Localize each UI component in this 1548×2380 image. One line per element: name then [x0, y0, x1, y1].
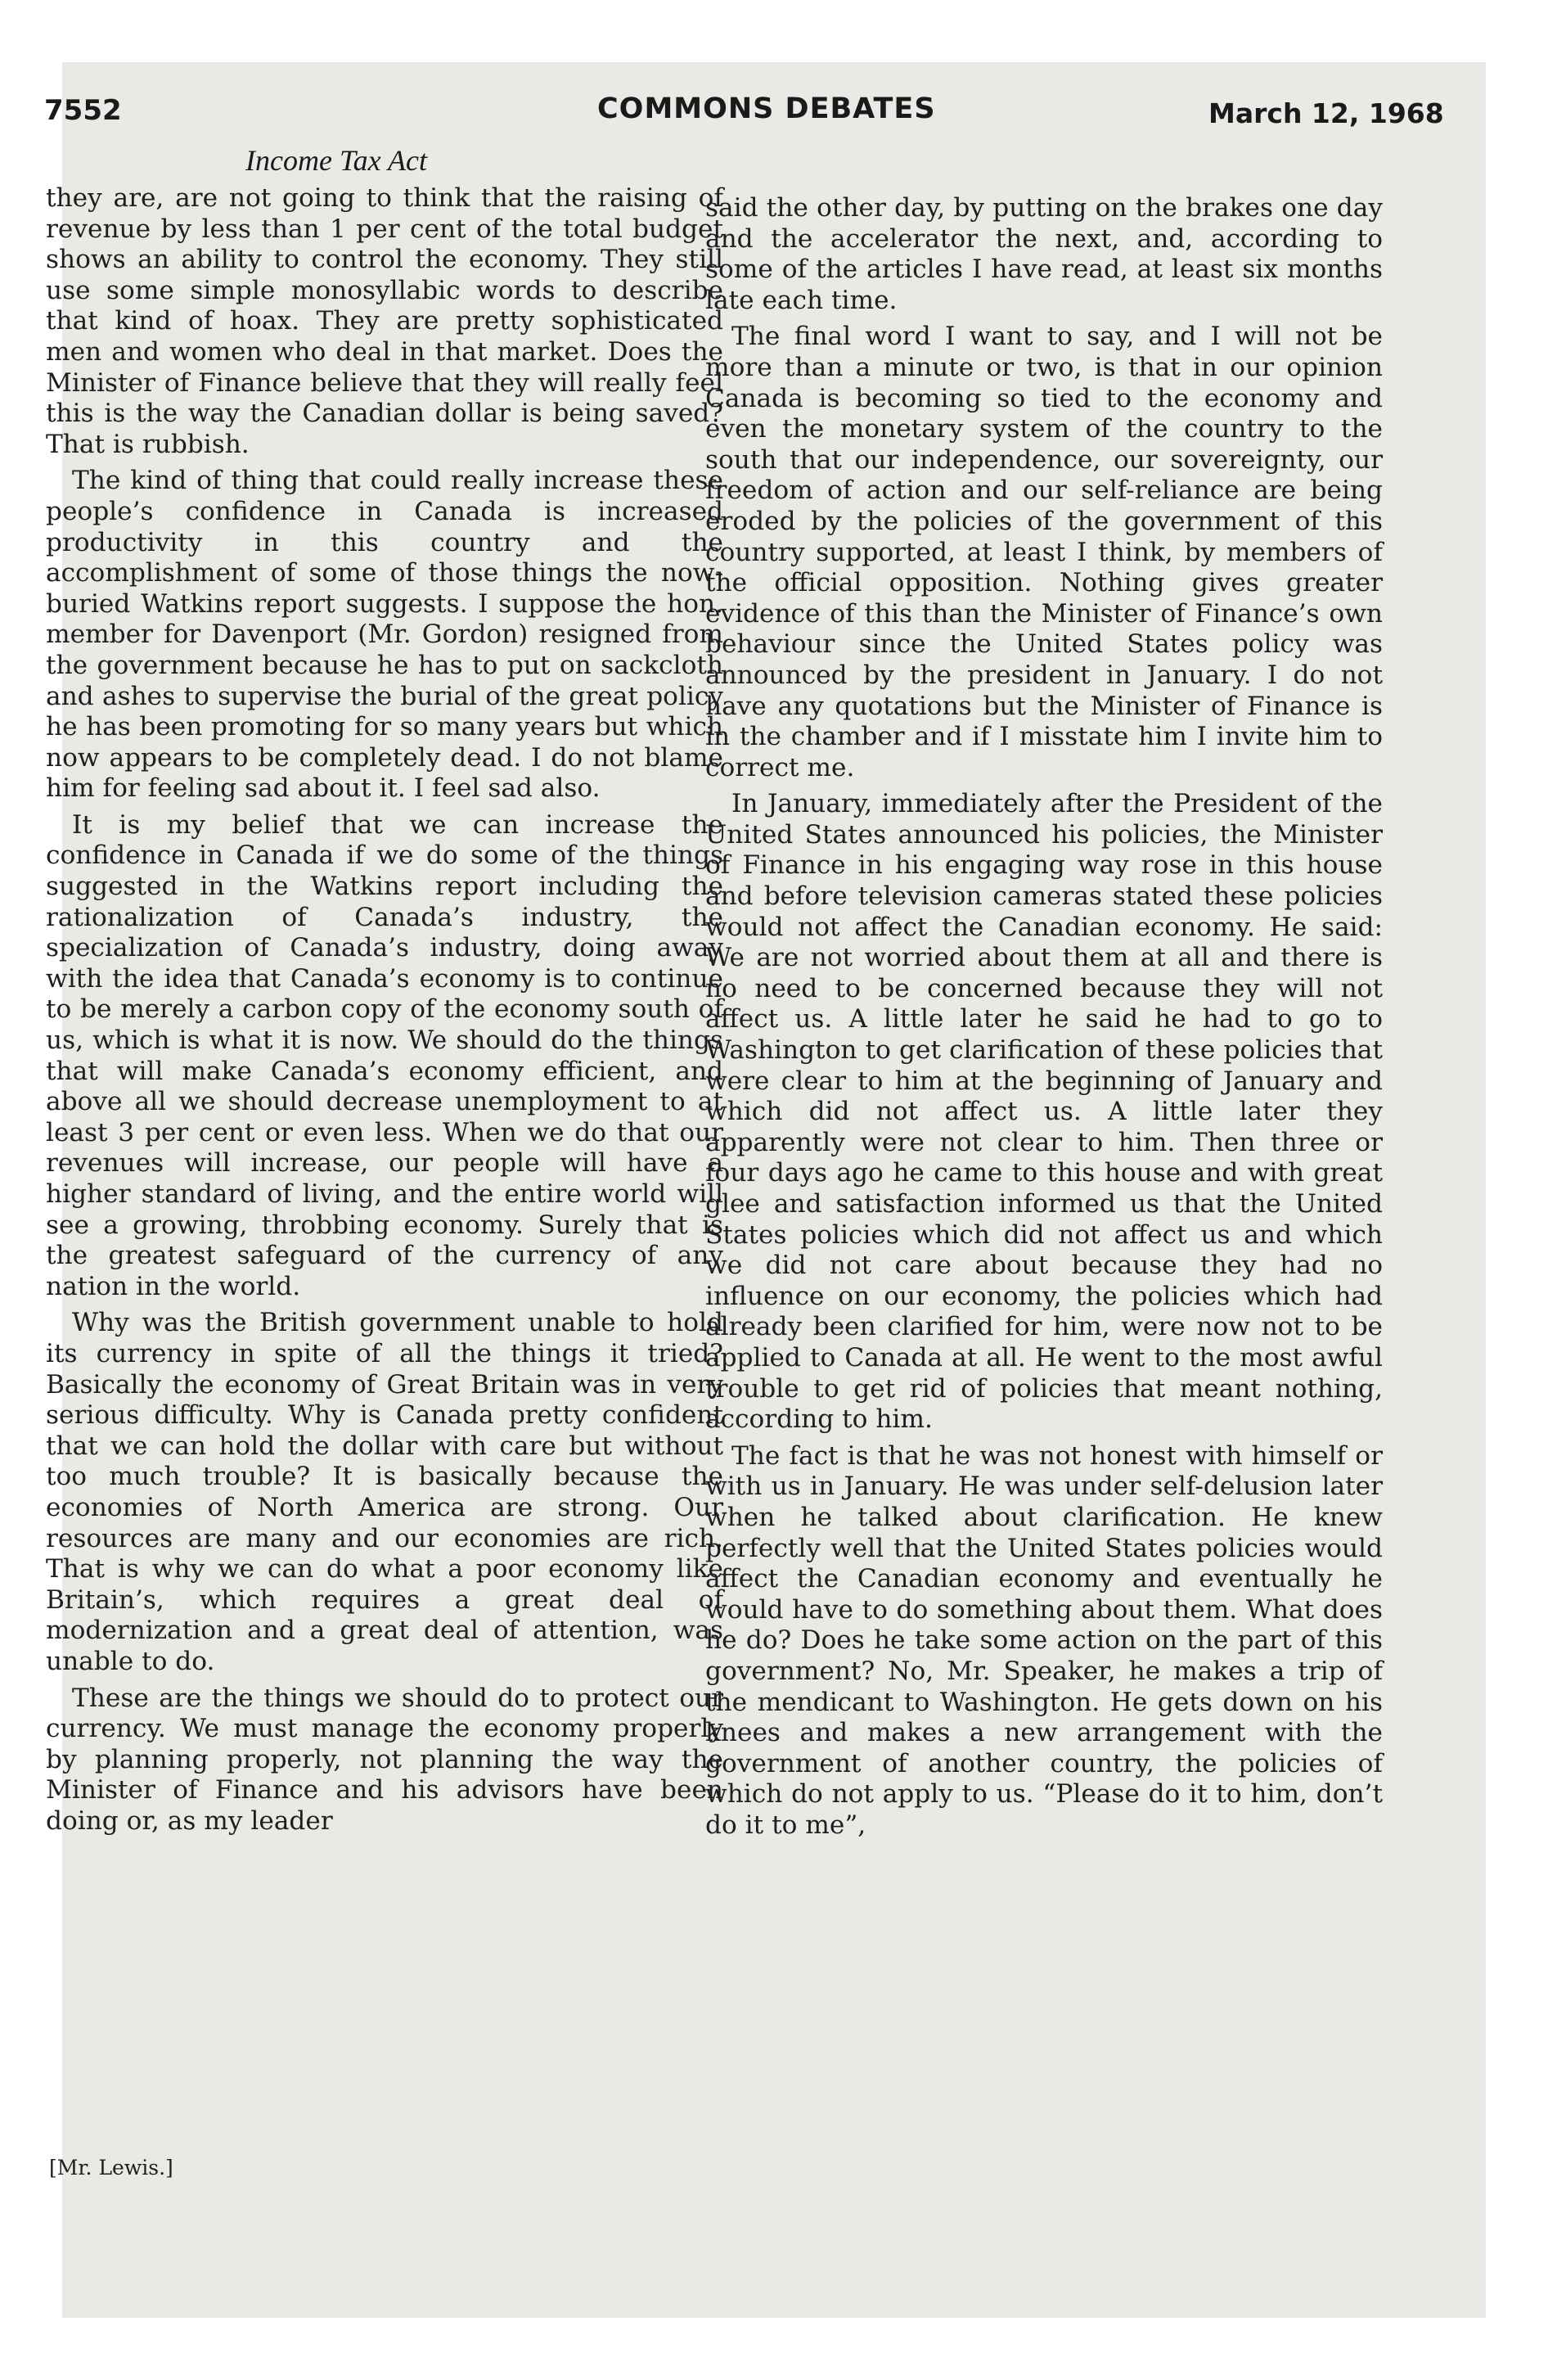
paragraph: The final word I want to say, and I will not be more than a minute or two, is that in our opinion Canada is becoming so tied to the economy and even the monetary system of the country to the south that our independence, our sovereignty, our freedom of action and our self-reliance are being eroded by the policies of the government of this country supported, at least I think, by members of the official opposition. Nothing gives greater evidence of this than the Minister of Finance’s own behaviour since the United States policy was announced by the president in January. I do not have any quotations but the Minister of Finance is in the chamber and if I misstate him I invite him to correct me.	[705, 322, 1383, 782]
publication-date: March 12, 1968	[1208, 97, 1444, 129]
page-number: 7552	[44, 94, 122, 127]
paragraph: The kind of thing that could really increase these people’s confidence in Canada is increased productivity in this country and the accomplishment of some of those things the now-buried Watkins report suggests. I suppose the hon. member for Davenport (Mr. Gordon) resigned from the government because he has to put on sackcloth and ashes to supervise the burial of the great policy he has been promoting for so many years but which now appears to be completely dead. I do not blame him for feeling sad about it. I feel sad also.	[46, 466, 723, 804]
paragraph: The fact is that he was not honest with himself or with us in January. He was under self-delusion later when he talked about clarification. He knew perfectly well that the United States policies would affect the Canadian economy and eventually he would have to do something about them. What does he do? Does he take some action on the part of this government? No, Mr. Speaker, he makes a trip of the mendicant to Washington. He gets down on his knees and makes a new arrangement with the government of another country, the policies of which do not apply to us. “Please do it to him, don’t do it to me”,	[705, 1440, 1383, 1840]
paragraph: In January, immediately after the President of the United States announced his policies, the Minister of Finance in his engaging way rose in this house and before television cameras stated these policies would not affect the Canadian economy. He said: We are not worried about them at all and there is no need to be concerned because they will not affect us. A little later he said he had to go to Washington to get clarification of these policies that were clear to him at the beginning of January and which did not affect us. A little later they apparently were not clear to him. Then three or four days ago he came to this house and with great glee and satisfaction informed us that the United States policies which did not affect us and which we did not care about because they had no influence on our economy, the policies which had already been clarified for him, were now not to be applied to Canada at all. He went to the most awful trouble to get rid of policies that meant nothing, according to him.	[705, 789, 1383, 1435]
speaker-reference: [Mr. Lewis.]	[49, 2156, 173, 2179]
left-column	[46, 183, 723, 1842]
subject-heading: Income Tax Act	[245, 144, 427, 177]
paragraph: These are the things we should do to protect our currency. We must manage the economy properly by planning properly, not planning the way the Minister of Finance and his advisors have been doing or, as my leader	[46, 1683, 723, 1836]
right-column	[705, 193, 1383, 1846]
paragraph: said the other day, by putting on the brakes one day and the accelerator the next, and, according to some of the articles I have read, at least six months late each time.	[705, 193, 1383, 315]
publication-title: COMMONS DEBATES	[597, 92, 936, 125]
paragraph: Why was the British government unable to hold its currency in spite of all the things it tried? Basically the economy of Great Britain was in very serious difficulty. Why is Canada pretty confident that we can hold the dollar with care but without too much trouble? It is basically because the economies of North America are strong. Our resources are many and our economies are rich. That is why we can do what a poor economy like Britain’s, which requires a great deal of modernization and a great deal of attention, was unable to do.	[46, 1308, 723, 1676]
paragraph: It is my belief that we can increase the confidence in Canada if we do some of the things suggested in the Watkins report including the rationalization of Canada’s industry, the specialization of Canada’s industry, doing away with the idea that Canada’s economy is to continue to be merely a carbon copy of the economy south of us, which is what it is now. We should do the things that will make Canada’s economy efficient, and above all we should decrease unemployment to at least 3 per cent or even less. When we do that our revenues will increase, our people will have a higher standard of living, and the entire world will see a growing, throbbing economy. Surely that is the greatest safeguard of the currency of any nation in the world.	[46, 809, 723, 1301]
paragraph: they are, are not going to think that the raising of revenue by less than 1 per cent of the total budget shows an ability to control the economy. They still use some simple monosyllabic words to describe that kind of hoax. They are pretty sophisticated men and women who deal in that market. Does the Minister of Finance believe that they will really feel this is the way the Canadian dollar is being saved? That is rubbish.	[46, 183, 723, 459]
